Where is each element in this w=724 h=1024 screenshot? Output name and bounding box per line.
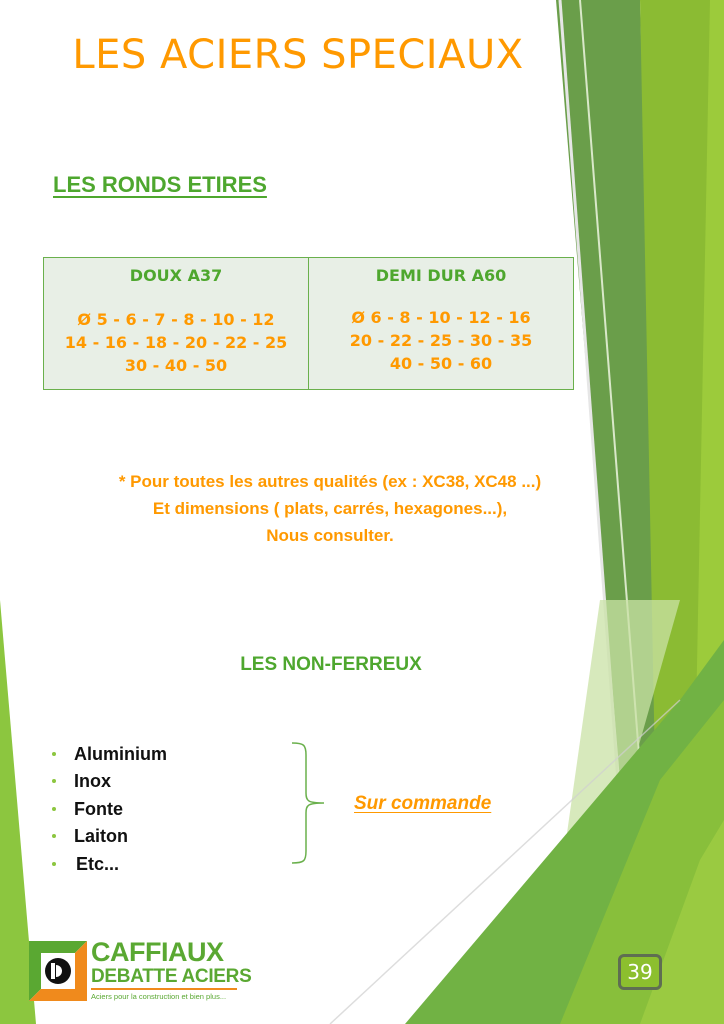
bullet-icon bbox=[52, 752, 56, 756]
size-line: 30 - 40 - 50 bbox=[124, 356, 228, 375]
size-line: Ø 6 - 8 - 10 - 12 - 16 bbox=[351, 308, 531, 327]
page-title: LES ACIERS SPECIAUX bbox=[72, 32, 524, 78]
list-item-label: Etc... bbox=[76, 853, 120, 874]
table-cell-doux bbox=[44, 258, 309, 390]
size-line: 40 - 50 - 60 bbox=[389, 354, 493, 373]
list-item bbox=[52, 740, 167, 768]
list-item-label: Aluminium bbox=[74, 743, 167, 764]
list-item bbox=[52, 768, 167, 796]
other-qualities-note bbox=[60, 468, 600, 549]
availability-label: Sur commande bbox=[354, 793, 492, 814]
company-logo bbox=[29, 937, 252, 1006]
size-line: 20 - 22 - 25 - 30 - 35 bbox=[349, 331, 533, 350]
list-item-label: Inox bbox=[74, 771, 112, 792]
bullet-icon bbox=[52, 779, 56, 783]
section-heading-non-ferreux: LES NON-FERREUX bbox=[240, 654, 422, 675]
column-header: DOUX A37 bbox=[129, 266, 223, 285]
list-item bbox=[52, 850, 167, 878]
note-line: Nous consulter. bbox=[266, 526, 394, 545]
page-number: 39 bbox=[618, 954, 662, 990]
note-line: Et dimensions ( plats, carrés, hexagones...), bbox=[152, 499, 508, 518]
logo-name-line1: CAFFIAUX bbox=[91, 937, 224, 967]
list-item bbox=[52, 795, 167, 823]
size-line: 14 - 16 - 18 - 20 - 22 - 25 bbox=[64, 333, 288, 352]
list-item-label: Laiton bbox=[74, 826, 128, 847]
logo-name-line2: DEBATTE ACIERS bbox=[91, 966, 252, 987]
size-line: Ø 5 - 6 - 7 - 8 - 10 - 12 bbox=[77, 310, 275, 329]
section-heading-ronds-etires: LES RONDS ETIRES bbox=[53, 172, 267, 197]
logo-mark-icon bbox=[29, 941, 87, 1001]
non-ferrous-list bbox=[52, 740, 167, 878]
note-line: * Pour toutes les autres qualités (ex : XC38, XC48 ...) bbox=[118, 472, 542, 491]
list-item-label: Fonte bbox=[74, 798, 123, 819]
bullet-icon bbox=[52, 834, 56, 838]
bullet-icon bbox=[52, 807, 56, 811]
logo-tagline: Aciers pour la construction et bien plus... bbox=[91, 992, 227, 1001]
logo-divider bbox=[91, 988, 237, 990]
ronds-etires-table bbox=[43, 257, 574, 390]
bullet-icon bbox=[52, 862, 56, 866]
column-header: DEMI DUR A60 bbox=[375, 266, 507, 285]
right-brace-icon bbox=[290, 741, 330, 865]
list-item bbox=[52, 823, 167, 851]
table-cell-demi-dur bbox=[309, 258, 574, 390]
logo-text-block bbox=[91, 938, 251, 1002]
